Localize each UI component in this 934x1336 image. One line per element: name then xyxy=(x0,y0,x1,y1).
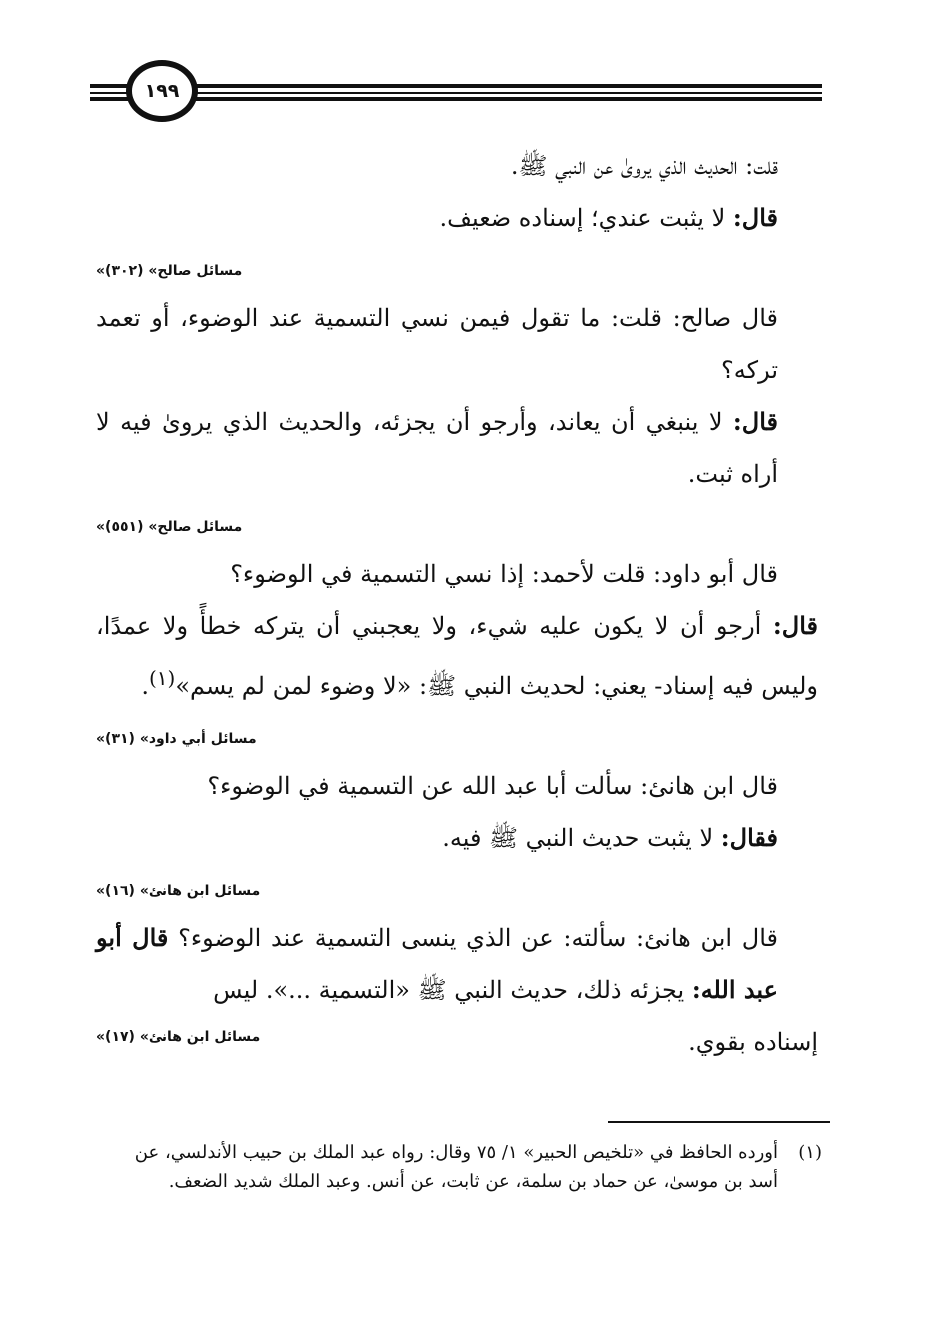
source-citation: «مسائل ابن هانئ» (١٦) xyxy=(96,883,261,899)
page-header xyxy=(90,62,822,128)
footnote-text: أورده الحافظ في «تلخيص الحبير» ١/ ٧٥ وقال: رواه عبد الملك بن حبيب الأندلسي، عن أسد بن موسىٰ، عن حماد بن سلمة، عن ثابت، عن أنس. وعبد الملك شديد الضعف. xyxy=(134,1142,778,1192)
speaker-lead: قال أبو عبد الله: xyxy=(96,923,778,1004)
paragraph-text: قال ابن هانئ: سألت أبا عبد الله عن التسمية في الوضوء؟ xyxy=(207,772,778,800)
speaker-lead: قال: xyxy=(732,407,778,436)
paragraph-text: قال أبو داود: قلت لأحمد: إذا نسي التسمية في الوضوء؟ xyxy=(230,560,778,588)
paragraph xyxy=(96,760,818,812)
paragraph xyxy=(96,600,818,712)
paragraph xyxy=(96,140,818,192)
paragraph-end: . xyxy=(141,672,149,700)
source-citation: «مسائل صالح» (٣٠٢) xyxy=(96,263,243,279)
header-rule xyxy=(90,97,822,101)
paragraph-text: أرجو أن لا يكون عليه شيء، ولا يعجبني أن يتركه خطأً ولا عمدًا، وليس فيه إسناد- يعني: لحديث النبي ﷺ: «لا وضوء لمن لم يسم» xyxy=(96,612,818,700)
paragraph-text: قال ابن هانئ: سألته: عن الذي ينسى التسمية عند الوضوء؟ xyxy=(168,924,779,952)
source-citation: «مسائل صالح» (٥٥١) xyxy=(96,519,243,535)
footnote-separator xyxy=(608,1121,830,1123)
paragraph xyxy=(96,192,818,244)
paragraph xyxy=(96,292,818,396)
paragraph-text: لا يثبت حديث النبي ﷺ فيه. xyxy=(442,824,721,852)
main-text xyxy=(96,140,818,1068)
paragraph xyxy=(96,548,818,600)
speaker-lead: قال: xyxy=(772,611,818,640)
header-rule xyxy=(90,84,822,88)
paragraph xyxy=(96,396,818,500)
source-citation: «مسائل أبي داود» (٣١) xyxy=(96,731,257,747)
footnote-ref[interactable]: (١) xyxy=(148,666,176,690)
final-line-row xyxy=(96,1016,818,1068)
source-citation: «مسائل ابن هانئ» (١٧) xyxy=(96,1029,261,1045)
paragraph-text: لا يثبت عندي؛ إسناده ضعيف. xyxy=(439,204,733,232)
paragraph-text: قال صالح: قلت: ما تقول فيمن نسي التسمية عند الوضوء، أو تعمد تركه؟ xyxy=(96,304,778,384)
footnote-number: (١) xyxy=(798,1142,822,1163)
page-number: ١٩٩ xyxy=(126,60,198,122)
header-rule xyxy=(90,92,822,94)
paragraph-text: لا ينبغي أن يعاند، وأرجو أن يجزئه، والحديث الذي يروىٰ فيه لا أراه ثبت. xyxy=(96,408,778,488)
speaker-lead: قال: xyxy=(732,203,778,232)
paragraph-text: يجزئه ذلك، حديث النبي ﷺ «التسمية ...». ليس xyxy=(213,976,692,1004)
paragraph xyxy=(96,912,818,1016)
paragraph-text: قلت: الحديث الذي يروىٰ عن النبي ﷺ. xyxy=(510,152,778,180)
speaker-lead: فقال: xyxy=(720,823,778,852)
footnote xyxy=(104,1138,822,1196)
paragraph-last-line: إسناده بقوي. xyxy=(688,1028,818,1056)
paragraph xyxy=(96,812,818,864)
